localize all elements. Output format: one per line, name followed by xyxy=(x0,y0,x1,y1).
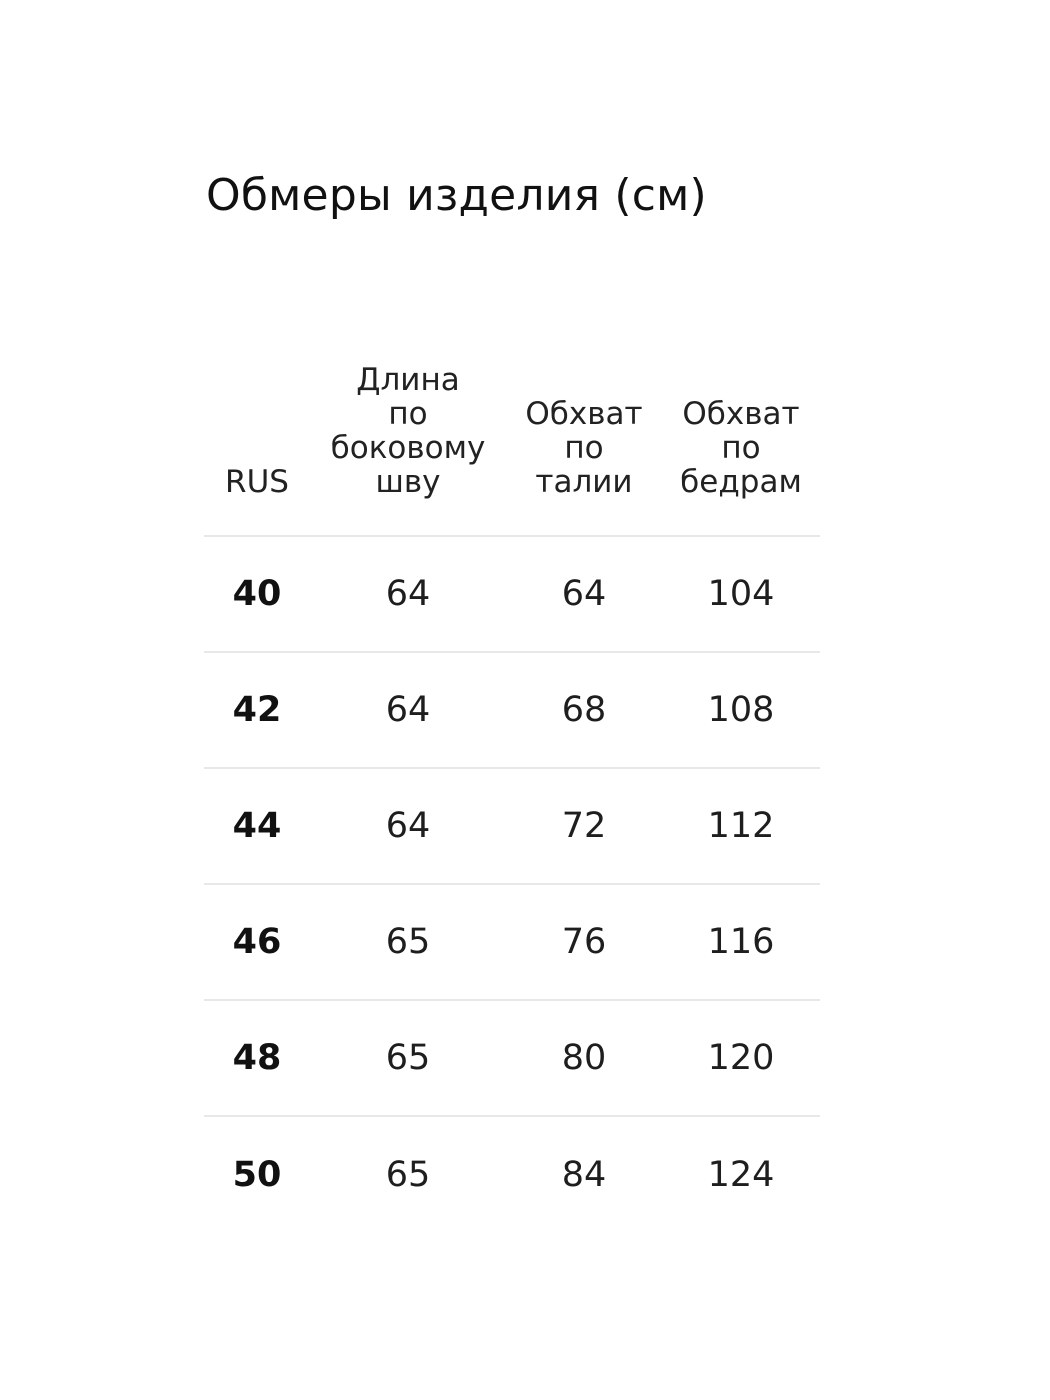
header-line: талии xyxy=(535,464,633,500)
table-body xyxy=(204,536,820,1232)
header-line: шву xyxy=(375,464,441,500)
hip-girth-cell: 112 xyxy=(662,768,820,884)
table-row xyxy=(204,536,820,652)
page-title: Обмеры изделия (см) xyxy=(206,170,707,221)
side-seam-length-cell: 64 xyxy=(310,652,506,768)
table-row xyxy=(204,1116,820,1232)
waist-girth-cell: 84 xyxy=(561,1154,607,1195)
size-cell: 44 xyxy=(204,768,310,884)
table-row xyxy=(204,884,820,1000)
side-seam-length-cell: 65 xyxy=(310,1000,506,1116)
side-seam-length-cell: 64 xyxy=(310,768,506,884)
table-row xyxy=(204,768,820,884)
header-hip-girth xyxy=(662,360,820,536)
header-line: Длина xyxy=(356,362,460,398)
side-seam-length-cell: 65 xyxy=(385,1154,431,1195)
waist-girth-cell: 76 xyxy=(506,884,662,1000)
hip-girth-cell: 108 xyxy=(662,652,820,768)
header-line: боковому xyxy=(330,430,486,466)
header-line: RUS xyxy=(225,464,289,500)
header-line: по xyxy=(388,396,428,432)
header-line: Обхват xyxy=(682,396,800,432)
size-cell: 50 xyxy=(232,1154,282,1195)
header-line: Обхват xyxy=(525,396,643,432)
size-cell: 46 xyxy=(204,884,310,1000)
hip-girth-cell: 116 xyxy=(662,884,820,1000)
side-seam-length-cell: 64 xyxy=(310,536,506,652)
size-cell: 40 xyxy=(204,536,310,652)
header-line: бедрам xyxy=(680,464,802,500)
table-row xyxy=(204,1000,820,1116)
waist-girth-cell: 80 xyxy=(506,1000,662,1116)
waist-girth-cell: 72 xyxy=(506,768,662,884)
header-side-seam-length xyxy=(310,360,506,536)
side-seam-length-cell: 65 xyxy=(310,884,506,1000)
header-line: по xyxy=(721,430,761,466)
table-header xyxy=(204,360,820,536)
header-row xyxy=(204,360,820,536)
size-cell: 48 xyxy=(204,1000,310,1116)
hip-girth-cell: 124 xyxy=(707,1154,775,1195)
header-waist-girth xyxy=(506,360,662,536)
hip-girth-cell: 120 xyxy=(662,1000,820,1116)
table-row xyxy=(204,652,820,768)
hip-girth-cell: 104 xyxy=(662,536,820,652)
header-line: по xyxy=(564,430,604,466)
waist-girth-cell: 68 xyxy=(506,652,662,768)
header-size-rus xyxy=(204,360,310,536)
size-chart-table xyxy=(204,360,820,1232)
size-cell: 42 xyxy=(204,652,310,768)
waist-girth-cell: 64 xyxy=(506,536,662,652)
